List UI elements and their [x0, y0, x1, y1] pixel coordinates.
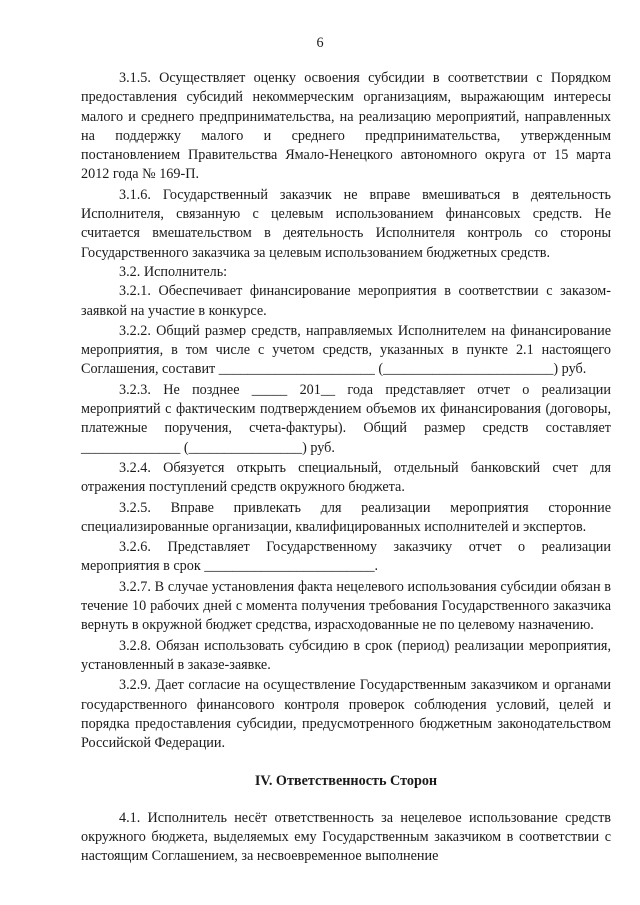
page-number: 6 — [316, 35, 324, 51]
clause-3-2-4: 3.2.4. Обязуется открыть специальный, отдельный банковский счет для отражения поступлений средств окружного бюджета. — [81, 459, 611, 496]
clause-3-2-8: 3.2.8. Обязан использовать субсидию в срок (период) реализации мероприятия, установленный в заказе-заявке. — [81, 637, 611, 673]
clause-3-2-6: 3.2.6. Представляет Государственному заказчику отчет о реализации мероприятия в срок ________________________. — [81, 539, 611, 575]
clause-3-1-5: 3.1.5. Осуществляет оценку освоения субсидии в соответствии с Порядком предоставления субсидий некоммерческим организациям, выражающим интересы малого и среднего предпринимательства, на реализацию мероприятий, направленных на поддержку малого и среднего предпринимательства, утвержденным постановлением Правительства Ямало-Ненецкого автономного округа от 15 марта 2012 года № 169-П. — [81, 70, 611, 183]
section-heading: IV. Ответственность Сторон — [254, 773, 438, 790]
document-body — [81, 69, 611, 867]
clause-3-2-7: 3.2.7. В случае установления факта нецелевого использования субсидии обязан в течение 10 рабочих дней с момента получения требования Государственного заказчика вернуть в окружной бюджет средства, израсходованные не по целевому назначению. — [81, 578, 611, 634]
clause-3-1-6: 3.1.6. Государственный заказчик не вправе вмешиваться в деятельность Исполнителя, связанную с целевым использованием финансовых средств. Не считается вмешательством в деятельность Исполнителя контроль со стороны Государственного заказчика за целевым использованием бюджетных средств. — [81, 186, 611, 261]
clause-3-2-5: 3.2.5. Вправе привлекать для реализации мероприятия сторонние специализированные организации, квалифицированных исполнителей и экспертов. — [81, 499, 611, 535]
clause-3-2-3: 3.2.3. Не позднее _____ 201__ года представляет отчет о реализации мероприятий с фактическим подтверждением объемов их финансирования (договоры, платежные поручения, счета-фактуры). Общий размер средств составляет ______________ (________________) руб. — [81, 381, 611, 456]
clause-3-2-9: 3.2.9. Дает согласие на осуществление Государственным заказчиком и органами государственного финансового контроля проверок соблюдения условий, целей и порядка предоставления субсидии, предусмотренного бюджетным законодательством Российской Федерации. — [81, 677, 611, 752]
clause-3-2: 3.2. Исполнитель: — [119, 263, 228, 280]
clause-3-2-2: 3.2.2. Общий размер средств, направляемых Исполнителем на финансирование мероприятия, в том числе с учетом средств, указанных в пункте 2.1 настоящего Соглашения, составит ______________________ (________________________) руб. — [81, 322, 611, 378]
clause-4-1: 4.1. Исполнитель несёт ответственность за нецелевое использование средств окружного бюджета, выделяемых ему Государственным заказчиком в соответствии с настоящим Соглашением, за несвоевременное выполнение — [81, 809, 611, 865]
clause-3-2-1: 3.2.1. Обеспечивает финансирование мероприятия в соответствии с заказом-заявкой на участие в конкурсе. — [81, 283, 611, 319]
